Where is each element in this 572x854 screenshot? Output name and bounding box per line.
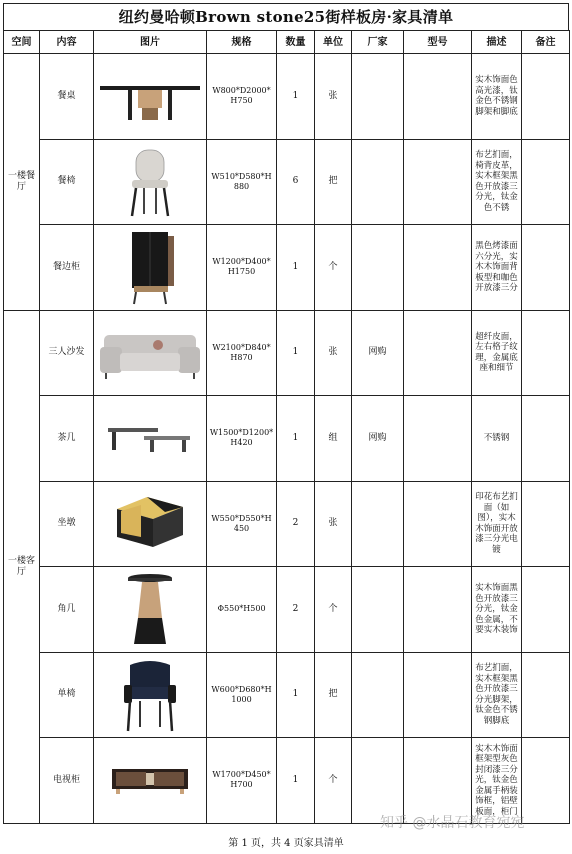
item-desc: 实木木饰面框架型灰色封闭漆三分光，钛金色金属手柄装饰框，铝壁板面，柜门 [472, 738, 522, 824]
item-unit: 个 [315, 225, 352, 311]
item-note [522, 396, 570, 482]
item-spec: W1500*D1200*H420 [207, 396, 277, 482]
item-image [94, 310, 207, 396]
ottoman-icon [94, 493, 206, 555]
item-qty: 2 [277, 481, 315, 567]
item-desc: 超纤皮面，左右格子纹理，金属底座和细节 [472, 310, 522, 396]
item-maker: 网购 [352, 396, 404, 482]
item-name: 电视柜 [40, 738, 94, 824]
item-model [404, 54, 472, 140]
item-note [522, 738, 570, 824]
header-note: 备注 [522, 31, 570, 54]
table-row [4, 310, 570, 396]
item-maker [352, 225, 404, 311]
item-name: 餐边柜 [40, 225, 94, 311]
item-note [522, 310, 570, 396]
item-desc: 实木饰面黑色开放漆三分光，钛金色金属，不要实木装饰 [472, 567, 522, 653]
item-model [404, 738, 472, 824]
item-image [94, 738, 207, 824]
item-image [94, 481, 207, 567]
table-row [4, 54, 570, 140]
item-qty: 1 [277, 652, 315, 738]
item-qty: 2 [277, 567, 315, 653]
table-row [4, 225, 570, 311]
item-unit: 张 [315, 310, 352, 396]
table-row [4, 396, 570, 482]
header-maker: 厂家 [352, 31, 404, 54]
item-image [94, 54, 207, 140]
table-row [4, 738, 570, 824]
header-spec: 规格 [207, 31, 277, 54]
item-spec: Φ550*H500 [207, 567, 277, 653]
item-qty: 1 [277, 225, 315, 311]
item-model [404, 225, 472, 311]
item-unit: 把 [315, 652, 352, 738]
item-name: 餐桌 [40, 54, 94, 140]
table-body [4, 54, 570, 824]
item-model [404, 567, 472, 653]
item-spec: W1200*D400*H1750 [207, 225, 277, 311]
header-space: 空间 [4, 31, 40, 54]
item-name: 餐椅 [40, 139, 94, 225]
item-qty: 1 [277, 396, 315, 482]
item-qty: 1 [277, 54, 315, 140]
item-model [404, 139, 472, 225]
coffee-table-icon [94, 418, 206, 458]
header-row [4, 31, 570, 54]
item-unit: 个 [315, 567, 352, 653]
item-note [522, 54, 570, 140]
item-note [522, 225, 570, 311]
item-qty: 1 [277, 738, 315, 824]
item-name: 三人沙发 [40, 310, 94, 396]
item-spec: W510*D580*H880 [207, 139, 277, 225]
item-desc: 布艺扪面，椅背皮革，实木框架黑色开放漆三分光，钛金色不锈 [472, 139, 522, 225]
item-image [94, 396, 207, 482]
item-note [522, 567, 570, 653]
item-image [94, 567, 207, 653]
item-model [404, 481, 472, 567]
item-maker [352, 54, 404, 140]
header-model: 型号 [404, 31, 472, 54]
header-desc: 描述 [472, 31, 522, 54]
item-maker: 网购 [352, 310, 404, 396]
item-image [94, 225, 207, 311]
table-row [4, 481, 570, 567]
item-spec: W2100*D840*H870 [207, 310, 277, 396]
item-spec: W550*D550*H450 [207, 481, 277, 567]
item-qty: 6 [277, 139, 315, 225]
item-note [522, 481, 570, 567]
item-image [94, 652, 207, 738]
item-maker [352, 139, 404, 225]
item-name: 茶几 [40, 396, 94, 482]
item-desc: 布艺扪面，实木框架黑色开放漆三分光脚架，钛金色不锈钢脚底 [472, 652, 522, 738]
item-model [404, 652, 472, 738]
item-name: 单椅 [40, 652, 94, 738]
item-note [522, 139, 570, 225]
watermark: 知乎 @水晶石教育宛宛 [380, 815, 525, 831]
space-cell: 一楼餐厅 [4, 54, 40, 311]
item-maker [352, 738, 404, 824]
header-content: 内容 [40, 31, 94, 54]
item-name: 角几 [40, 567, 94, 653]
item-maker [352, 567, 404, 653]
item-desc: 黑色烤漆面六分光，实木木饰面背板型和咖色开放漆三分 [472, 225, 522, 311]
item-desc: 印花布艺扪面（如图），实木木饰面开放漆三分光电镀 [472, 481, 522, 567]
item-desc: 不锈钢 [472, 396, 522, 482]
item-maker [352, 481, 404, 567]
item-note [522, 652, 570, 738]
item-qty: 1 [277, 310, 315, 396]
dining-chair-icon [94, 146, 206, 218]
header-image: 图片 [94, 31, 207, 54]
tv-cabinet-icon [94, 763, 206, 797]
armchair-icon [94, 657, 206, 733]
table-row [4, 139, 570, 225]
item-unit: 组 [315, 396, 352, 482]
sideboard-icon [94, 228, 206, 306]
side-table-icon [94, 570, 206, 648]
page-footer: 第 1 页，共 4 页家具清单 [228, 838, 344, 849]
dining-table-icon [94, 66, 206, 126]
item-name: 坐墩 [40, 481, 94, 567]
item-unit: 把 [315, 139, 352, 225]
table-row [4, 652, 570, 738]
item-model [404, 310, 472, 396]
furniture-table [3, 30, 570, 824]
item-unit: 张 [315, 481, 352, 567]
item-spec: W600*D680*H1000 [207, 652, 277, 738]
space-cell: 一楼客厅 [4, 310, 40, 823]
item-maker [352, 652, 404, 738]
sofa-icon [94, 325, 206, 381]
header-unit: 单位 [315, 31, 352, 54]
header-qty: 数量 [277, 31, 315, 54]
furniture-sheet [3, 3, 569, 824]
item-unit: 张 [315, 54, 352, 140]
item-model [404, 396, 472, 482]
item-spec: W1700*D450*H700 [207, 738, 277, 824]
sheet-title: 纽约曼哈顿Brown stone25街样板房·家具清单 [3, 3, 569, 30]
item-desc: 实木饰面色高光漆，钛金色不锈钢脚架和脚底 [472, 54, 522, 140]
table-row [4, 567, 570, 653]
item-unit: 个 [315, 738, 352, 824]
item-spec: W800*D2000*H750 [207, 54, 277, 140]
item-image [94, 139, 207, 225]
